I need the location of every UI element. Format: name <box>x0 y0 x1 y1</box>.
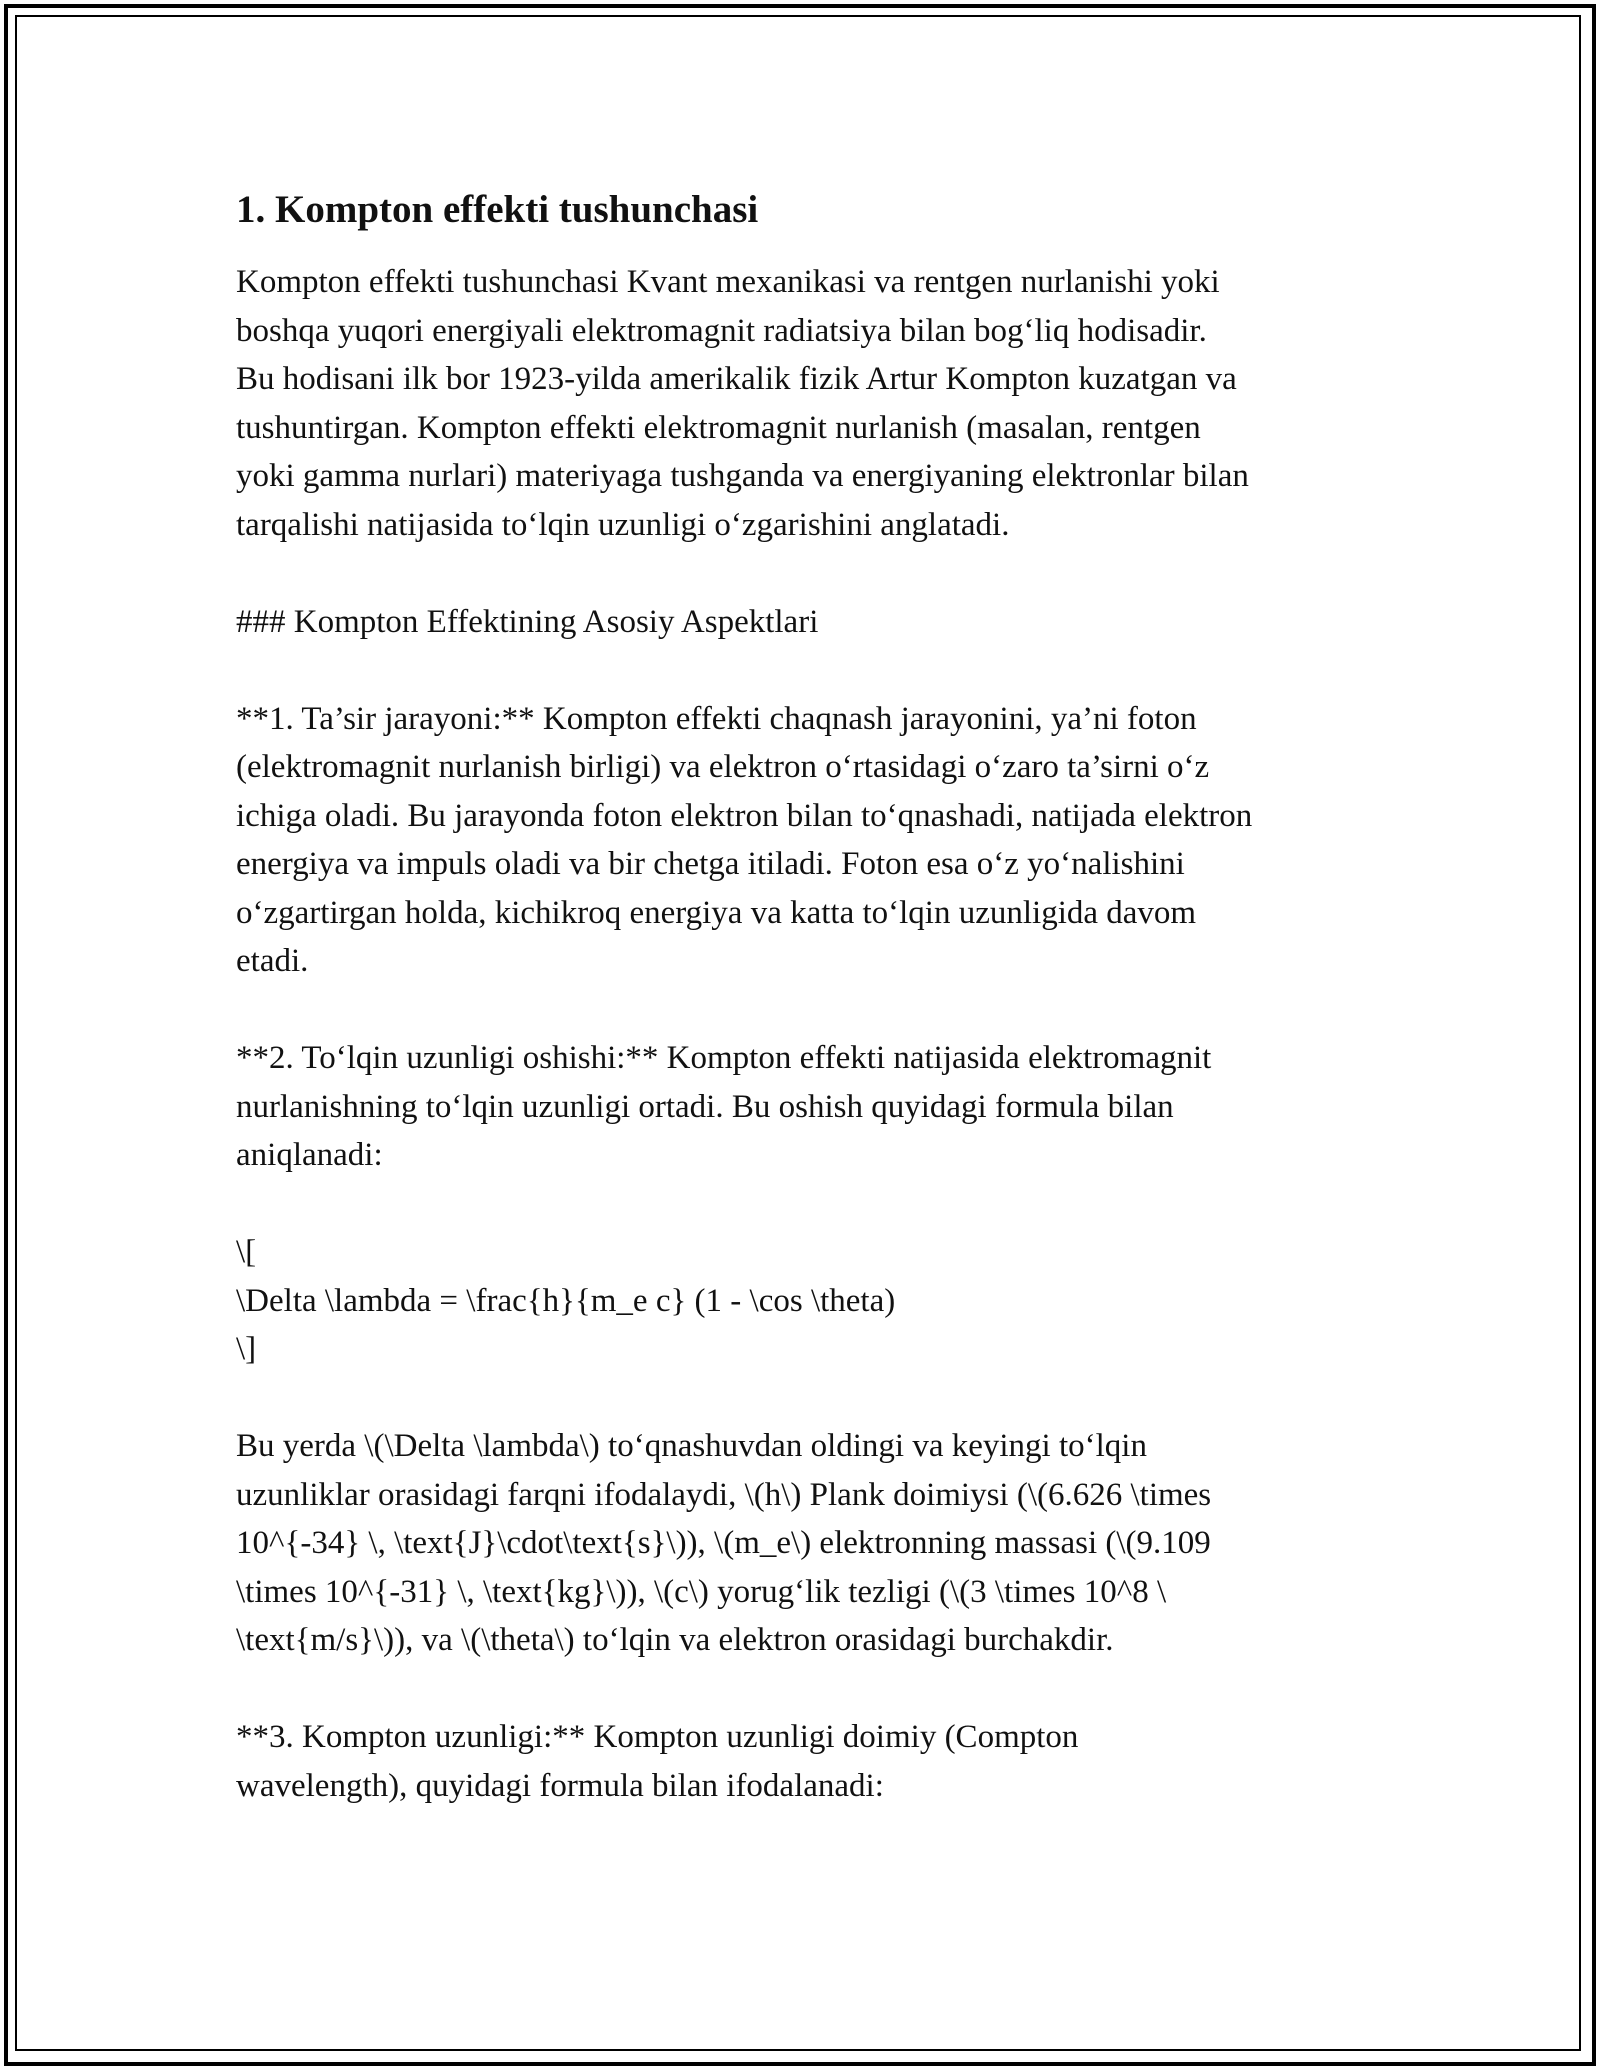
text-line: energiya va impuls oladi va bir chetga itiladi. Foton esa o‘z yo‘nalishini <box>236 846 1185 882</box>
text-line: yoki gamma nurlari) materiyaga tushganda va energiyaning elektronlar bilan <box>236 458 1249 494</box>
text-line: 10^{-34} \, \text{J}\cdot\text{s}\)), \(m_e\) elektronning massasi (\(9.109 <box>236 1525 1211 1561</box>
subheading-paragraph <box>236 598 1376 647</box>
text-line: **2. To‘lqin uzunligi oshishi:** Kompton effekti natijasida elektromagnit <box>236 1040 1212 1076</box>
text-line: wavelength), quyidagi formula bilan ifodalanadi: <box>236 1767 884 1804</box>
text-line: Bu hodisani ilk bor 1923-yilda amerikalik fizik Artur Kompton kuzatgan va <box>236 361 1237 397</box>
text-line: \times 10^{-31} \, \text{kg}\)), \(c\) yorug‘lik tezligi (\(3 \times 10^8 \ <box>236 1573 1167 1610</box>
text-line: aniqlanadi: <box>236 1137 383 1173</box>
aspect-3-paragraph <box>236 1713 1376 1810</box>
text-line: \text{m/s}\)), va \(\theta\) to‘lqin va elektron orasidagi burchakdir. <box>236 1622 1114 1658</box>
document-body <box>236 186 1376 1859</box>
section-heading: 1. Kompton effekti tushunchasi <box>236 188 759 231</box>
text-line: (elektromagnit nurlanish birligi) va elektron o‘rtasidagi o‘zaro ta’sirni o‘z <box>236 749 1210 785</box>
text-line: Kompton effekti tushunchasi Kvant mexanikasi va rentgen nurlanishi yoki <box>236 264 1220 300</box>
text-line: o‘zgartirgan holda, kichikroq energiya va katta to‘lqin uzunligida davom <box>236 894 1197 931</box>
formula-line: \] <box>236 1331 257 1367</box>
intro-paragraph <box>236 258 1376 549</box>
text-line: Bu yerda \(\Delta \lambda\) to‘qnashuvdan oldingi va keyingi to‘lqin <box>236 1428 1147 1464</box>
text-line: tarqalishi natijasida to‘lqin uzunligi o‘zgarishini anglatadi. <box>236 506 1010 543</box>
text-line: nurlanishning to‘lqin uzunligi ortadi. Bu oshish quyidagi formula bilan <box>236 1088 1174 1125</box>
text-line: etadi. <box>236 943 309 979</box>
text-line: **3. Kompton uzunligi:** Kompton uzunligi doimiy (Compton <box>236 1719 1079 1755</box>
text-line: uzunliklar orasidagi farqni ifodalaydi, \(h\) Plank doimiysi (\(6.626 \times <box>236 1476 1212 1513</box>
text-line: **1. Ta’sir jarayoni:** Kompton effekti chaqnash jarayonini, ya’ni foton <box>236 700 1197 737</box>
formula-line: \[ <box>236 1234 257 1270</box>
text-line: tushuntirgan. Kompton effekti elektromagnit nurlanish (masalan, rentgen <box>236 409 1201 446</box>
formula-block <box>236 1228 1376 1374</box>
formula-explanation-paragraph <box>236 1422 1376 1665</box>
aspect-1-paragraph <box>236 695 1376 986</box>
aspect-2-paragraph <box>236 1034 1376 1180</box>
text-line: ichiga oladi. Bu jarayonda foton elektron bilan to‘qnashadi, natijada elektron <box>236 797 1253 834</box>
text-line: boshqa yuqori energiyali elektromagnit radiatsiya bilan bog‘liq hodisadir. <box>236 312 1207 349</box>
text-line: ### Kompton Effektining Asosiy Aspektlari <box>236 603 819 640</box>
formula-line: \Delta \lambda = \frac{h}{m_e c} (1 - \cos \theta) <box>236 1282 896 1319</box>
